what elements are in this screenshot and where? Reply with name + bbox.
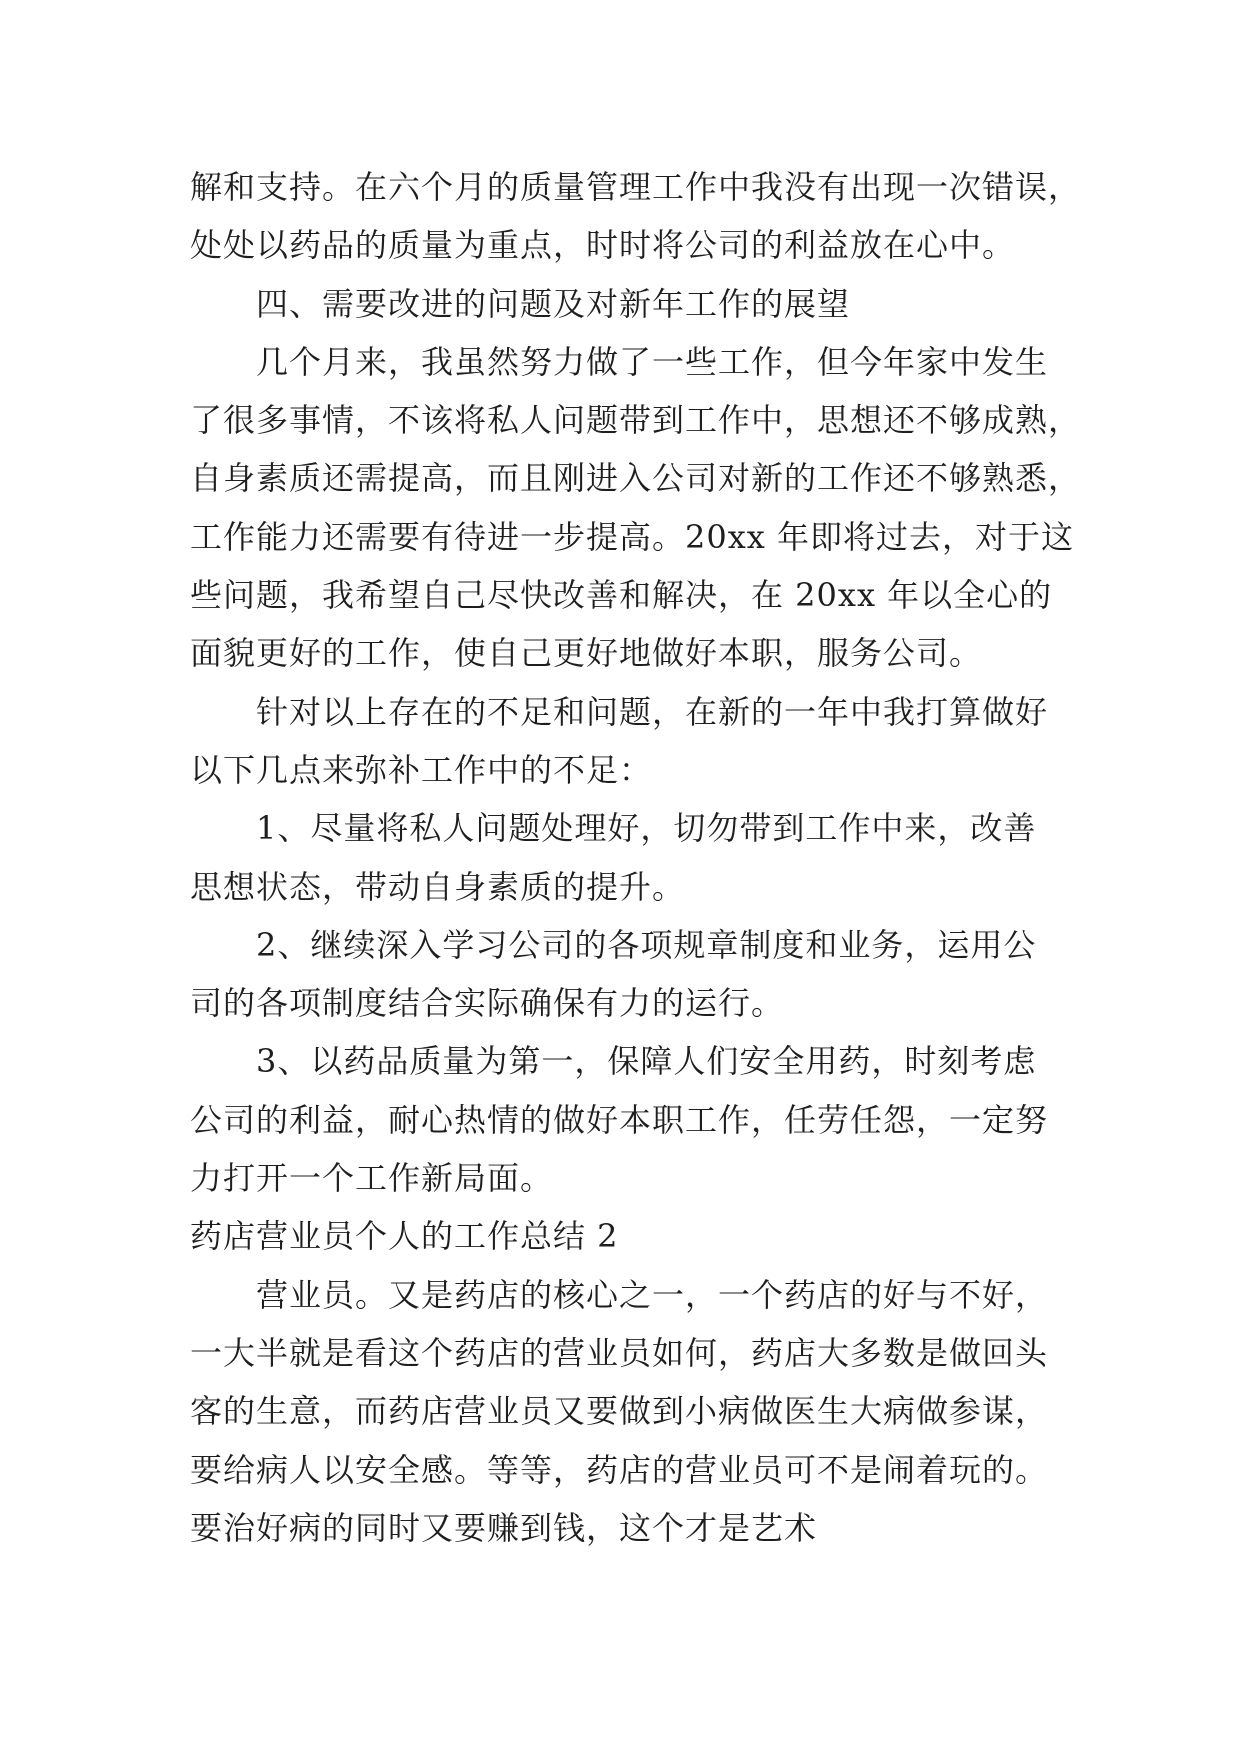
text-line: 了很多事情，不该将私人问题带到工作中，思想还不够成熟， [190,401,1082,440]
text-line: 司的各项制度结合实际确保有力的运行。 [190,984,785,1023]
text-line: 些问题，我希望自己尽快改善和解决，在 20xx 年以全心的 [190,576,1053,615]
text-line: 面貌更好的工作，使自己更好地做好本职，服务公司。 [190,634,983,673]
text-line: 思想状态，带动自身素质的提升。 [190,867,686,906]
text-line: 处处以药品的质量为重点，时时将公司的利益放在心中。 [190,226,1016,265]
text-line: 公司的利益，耐心热情的做好本职工作，任劳任怨，一定努 [190,1100,1049,1139]
list-item: 1、尽量将私人问题处理好，切勿带到工作中来，改善 [256,809,1037,848]
text-line: 以下几点来弥补工作中的不足： [190,750,653,789]
text-line: 力打开一个工作新局面。 [190,1159,554,1198]
section-heading: 四、需要改进的问题及对新年工作的展望 [256,284,851,323]
text-line: 营业员。又是药店的核心之一，一个药店的好与不好， [256,1275,1049,1314]
text-line: 客的生意，而药店营业员又要做到小病做医生大病做参谋， [190,1392,1049,1431]
text-line: 解和支持。在六个月的质量管理工作中我没有出现一次错误， [190,168,1082,206]
text-line: 一大半就是看这个药店的营业员如何，药店大多数是做回头 [190,1333,1049,1372]
text-line: 工作能力还需要有待进一步提高。20xx 年即将过去，对于这 [190,517,1074,556]
text-line: 针对以上存在的不足和问题，在新的一年中我打算做好 [256,692,1049,731]
text-line: 要治好病的同时又要赚到钱，这个才是艺术 [190,1508,818,1547]
document-body [190,158,1090,1557]
list-item: 3、以药品质量为第一，保障人们安全用药，时刻考虑 [256,1042,1037,1081]
text-line: 几个月来，我虽然努力做了一些工作，但今年家中发生 [256,342,1049,381]
text-line: 自身素质还需提高，而且刚进入公司对新的工作还不够熟悉， [190,459,1082,498]
list-item: 2、继续深入学习公司的各项规章制度和业务，运用公 [256,925,1037,964]
document-title: 药店营业员个人的工作总结 2 [190,1217,619,1256]
text-line: 要给病人以安全感。等等，药店的营业员可不是闹着玩的。 [190,1450,1049,1489]
